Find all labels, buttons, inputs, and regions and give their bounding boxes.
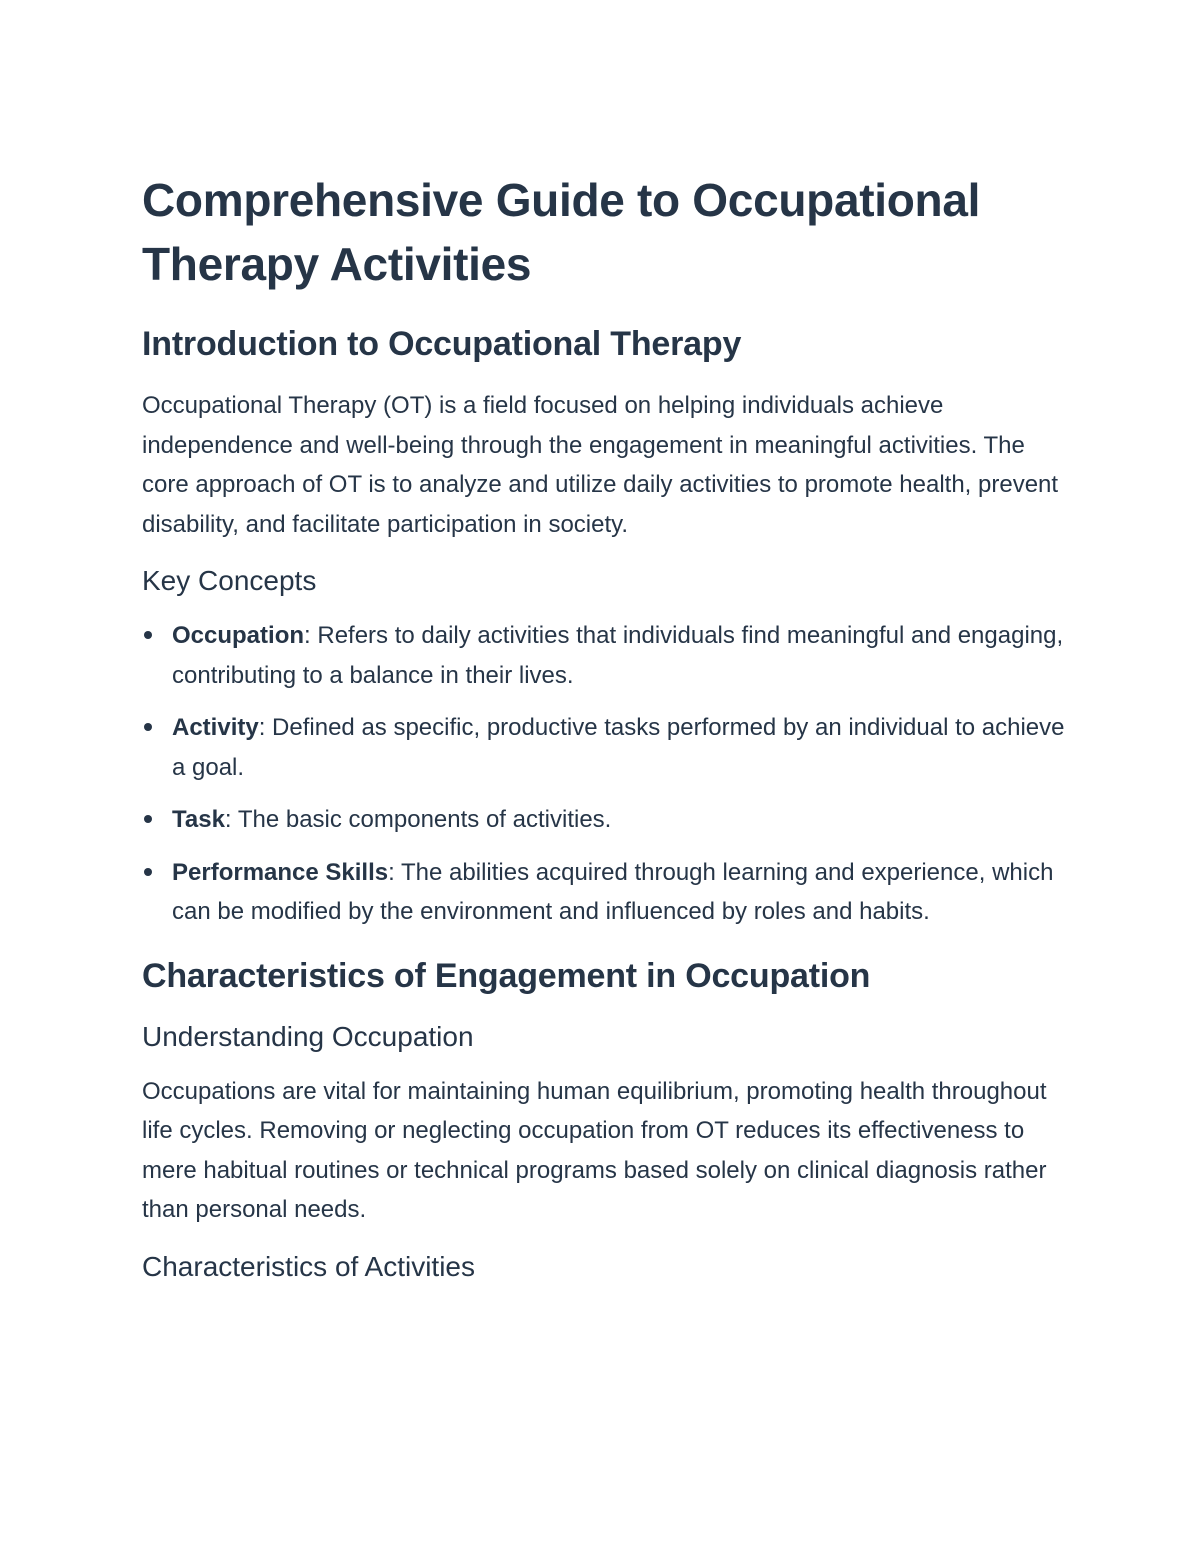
section-heading-characteristics: Characteristics of Engagement in Occupation (142, 956, 871, 995)
intro-paragraph: Occupational Therapy (OT) is a field focused on helping individuals achieve independence and well-being through the engagement in meaningful activities. The core approach of OT is to analyze and utilize daily activities to promote health, prevent disability, and facilitate participation in society. (142, 392, 1059, 538)
document-title: Comprehensive Guide to Occupational Therapy Activities (142, 174, 981, 290)
section-heading-introduction: Introduction to Occupational Therapy (142, 325, 742, 363)
bullet-icon (144, 723, 152, 731)
document-page (142, 168, 1072, 1302)
list-item (142, 853, 1072, 932)
subheading-key-concepts: Key Concepts (142, 565, 317, 596)
concept-term: Performance Skills (172, 858, 389, 886)
subheading-understanding-occupation: Understanding Occupation (142, 1020, 474, 1052)
subheading-characteristics-of-activities: Characteristics of Activities (142, 1250, 475, 1282)
term-separator: : (224, 806, 238, 833)
list-item (142, 800, 1072, 840)
list-item (142, 708, 1072, 787)
bullet-icon (144, 631, 152, 639)
list-item (142, 616, 1072, 695)
key-concepts-list (142, 616, 1072, 932)
concept-definition: The abilities acquired through learning and experience, which can be modified by the environment and influenced by roles and habits. (172, 858, 1054, 925)
bullet-icon (144, 815, 152, 823)
concept-definition: Refers to daily activities that individuals find meaningful and engaging, contributing to a balance in their lives. (172, 622, 1064, 689)
concept-term: Activity (172, 714, 259, 741)
occupation-paragraph: Occupations are vital for maintaining human equilibrium, promoting health throughout life cycles. Removing or neglecting occupation from OT reduces its effectiveness to mere habitual routines or technical programs based solely on clinical diagnosis rather than personal needs. (142, 1077, 1047, 1223)
concept-definition: Defined as specific, productive tasks performed by an individual to achieve a goal. (172, 714, 1065, 781)
concept-term: Task (172, 806, 225, 833)
concept-term: Occupation (172, 622, 305, 649)
term-separator: : (388, 858, 402, 886)
term-separator: : (304, 622, 318, 649)
concept-definition: The basic components of activities. (237, 806, 612, 833)
term-separator: : (258, 714, 273, 741)
bullet-icon (144, 868, 152, 876)
